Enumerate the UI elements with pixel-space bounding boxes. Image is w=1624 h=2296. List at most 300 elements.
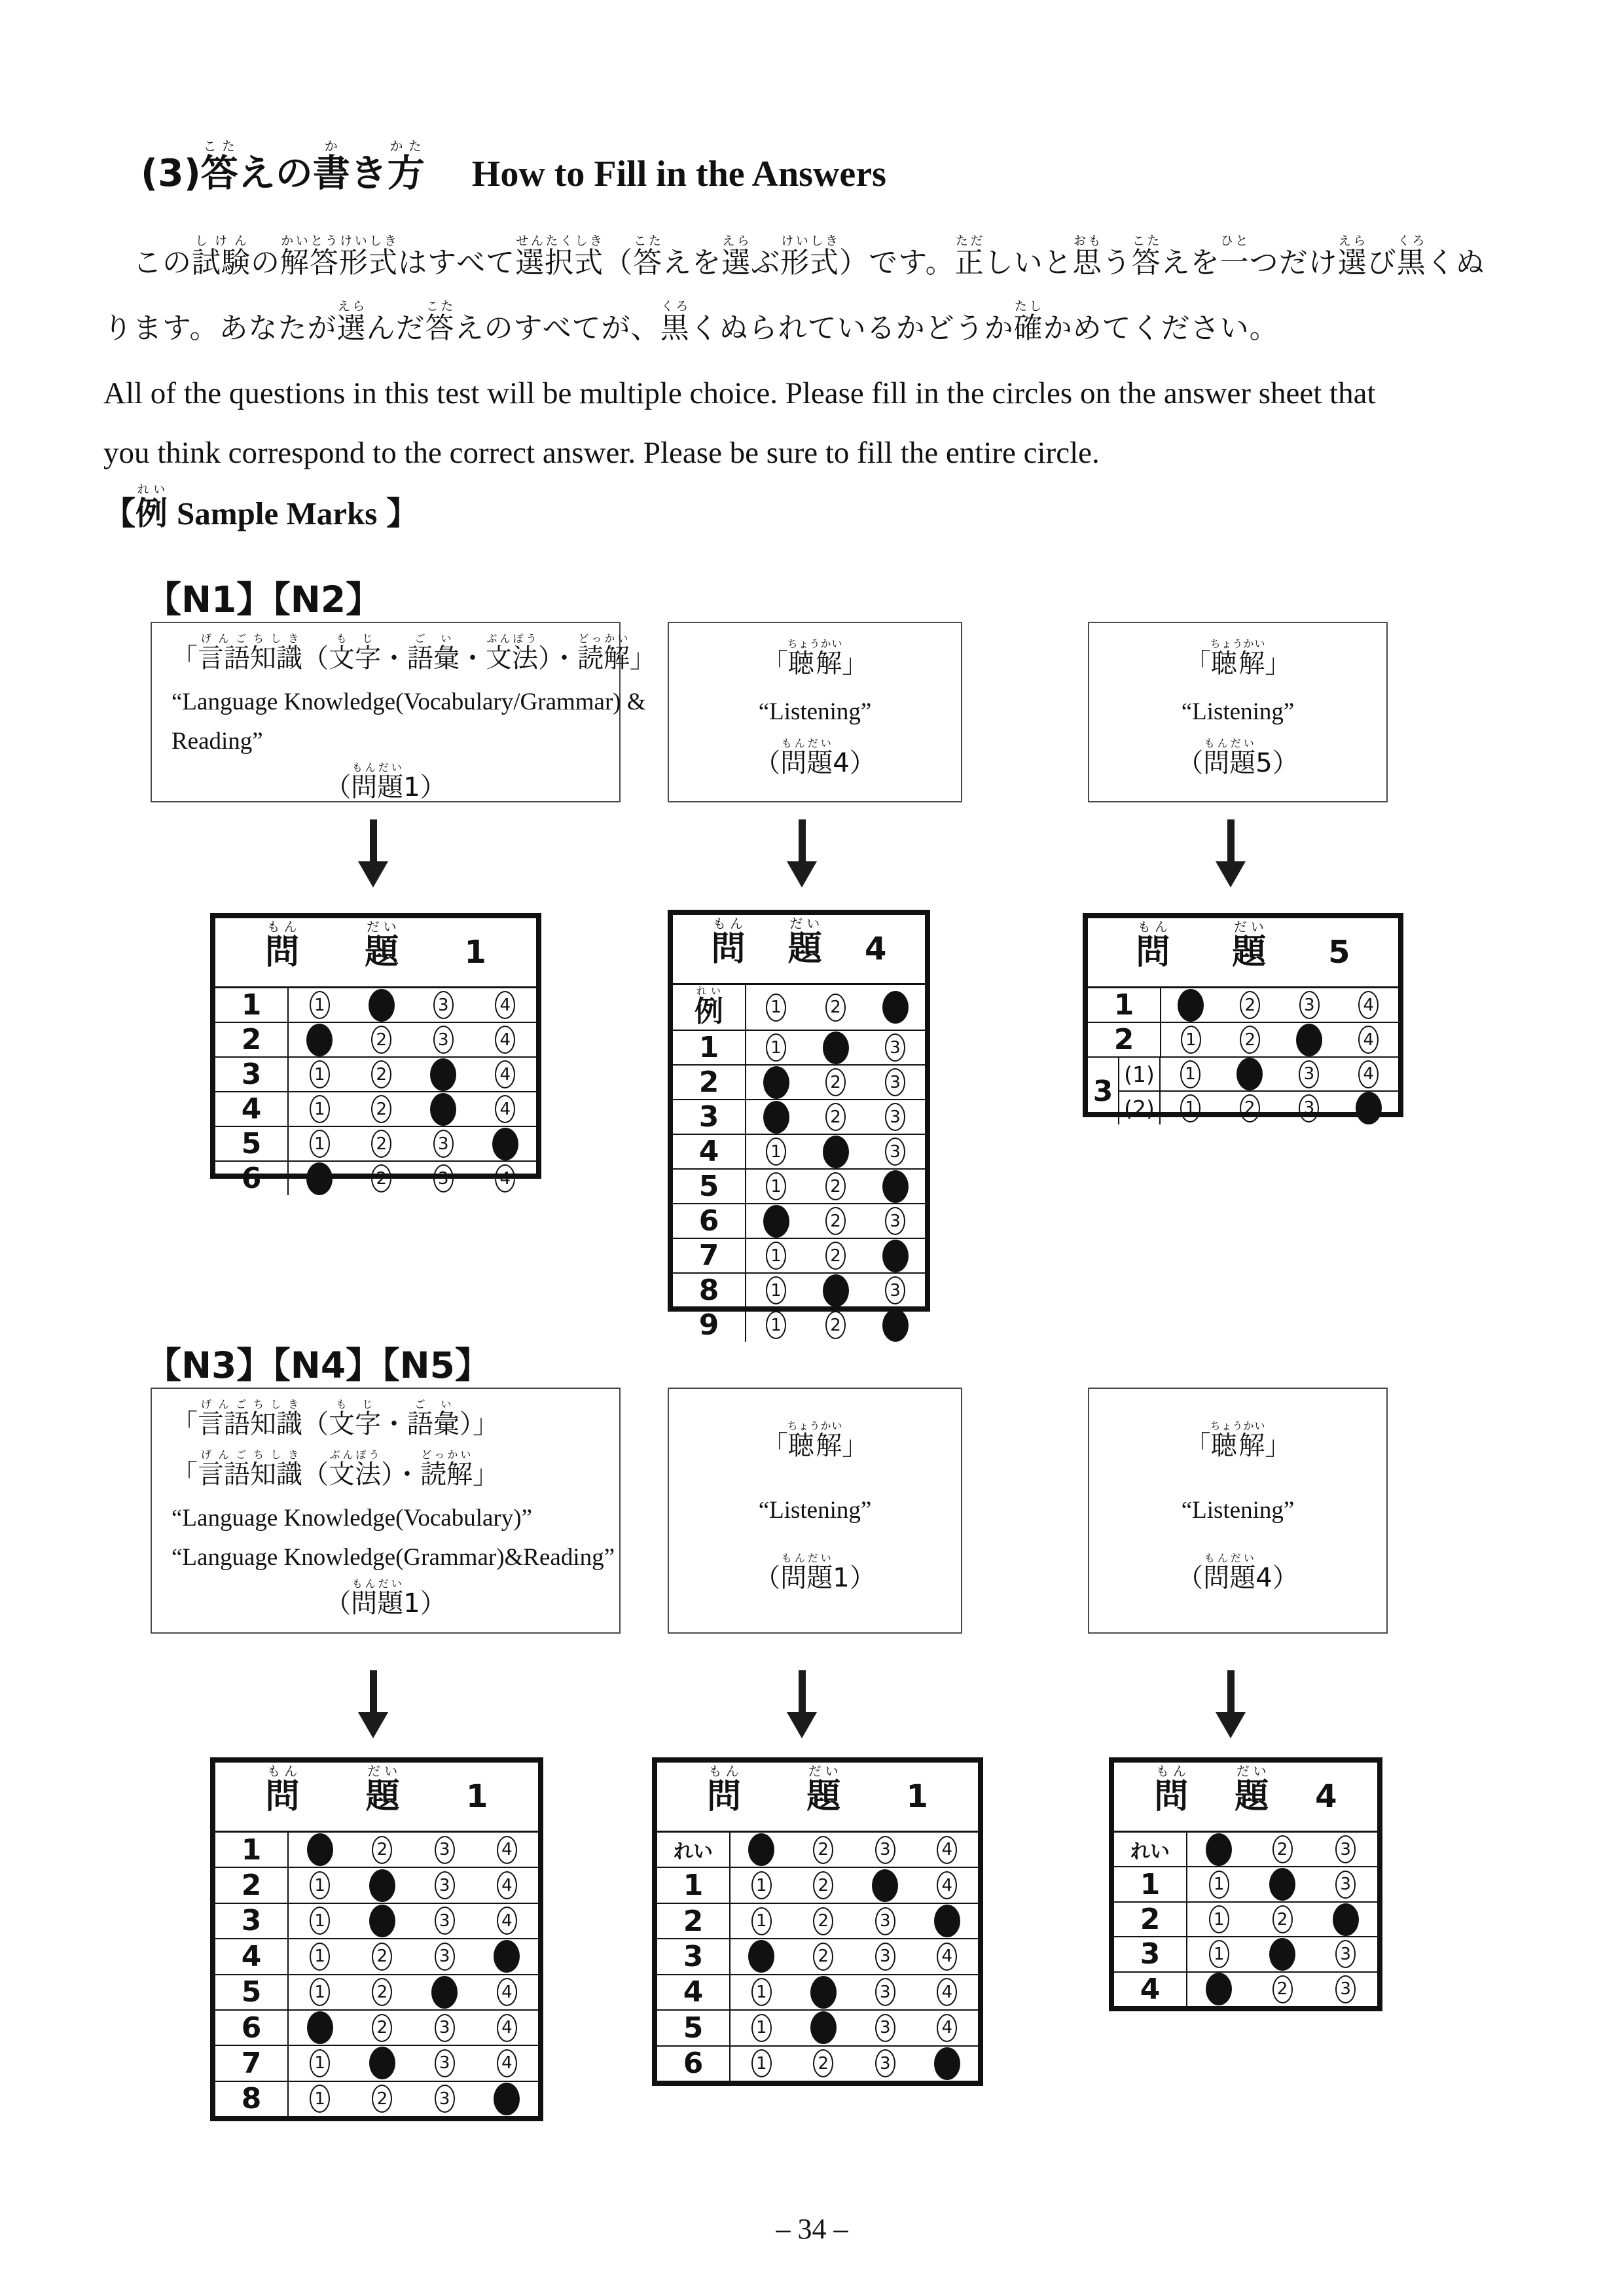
- option-cell: [289, 1939, 351, 1973]
- option-circle: 1: [1209, 1905, 1229, 1933]
- option-circle: 3: [435, 2014, 455, 2042]
- option-circle: 1: [751, 1871, 772, 1899]
- table-body: [215, 988, 536, 1195]
- table-subrow: [1119, 1058, 1398, 1090]
- option-cell: [351, 2046, 413, 2080]
- table-row: [673, 1272, 925, 1307]
- option-circle: 3: [1335, 1835, 1356, 1863]
- row-label: 2: [215, 1023, 289, 1056]
- option-circle: 4: [1358, 991, 1379, 1019]
- option-circle: 3: [433, 1026, 454, 1054]
- table-header-kanji: 問もん: [1154, 1763, 1189, 1816]
- option-cell: [414, 1939, 476, 1973]
- option-cell: [476, 1975, 538, 2009]
- option-cell: [793, 1975, 855, 2009]
- table-body: [1114, 1833, 1377, 2006]
- option-circle: 2: [825, 1242, 846, 1270]
- option-cell: [1339, 1092, 1398, 1124]
- option-cell: [806, 1170, 865, 1203]
- option-circle: 4: [495, 1095, 515, 1123]
- box-line-jp: 「聴解ちょうかい」: [1184, 637, 1291, 679]
- filled-mark: [369, 1905, 395, 1937]
- options-area: [289, 1975, 538, 2009]
- option-circle: 4: [497, 2049, 517, 2077]
- filled-mark: [823, 1136, 849, 1168]
- option-cell: [475, 1127, 537, 1160]
- option-circle: 1: [310, 1907, 330, 1935]
- options-area: [746, 1308, 925, 1342]
- box-line-en: “Listening”: [1181, 1497, 1295, 1524]
- option-cell: [1220, 1092, 1280, 1124]
- row-label: 1: [215, 1833, 289, 1867]
- option-cell: [351, 1127, 413, 1160]
- table-row: [215, 1867, 538, 1902]
- table-row: [215, 1056, 536, 1091]
- filled-mark: [823, 1031, 849, 1064]
- option-cell: [746, 1031, 806, 1064]
- filled-mark: [882, 1309, 909, 1342]
- row-label: 7: [673, 1239, 746, 1272]
- sample-marks-close-bracket: 】: [386, 495, 419, 532]
- table-body: [673, 985, 925, 1342]
- filled-mark: [492, 1128, 518, 1160]
- option-cell: [1220, 1058, 1280, 1090]
- option-cell: [793, 2011, 855, 2045]
- option-cell: [806, 1308, 865, 1342]
- option-circle: 3: [885, 1103, 905, 1131]
- option-cell: [746, 1204, 806, 1238]
- option-cell: [731, 1939, 793, 1973]
- filled-mark: [494, 2083, 520, 2115]
- option-cell: [351, 988, 413, 1022]
- option-cell: [1161, 1023, 1221, 1056]
- test-section-box: [151, 1388, 621, 1634]
- option-cell: [1187, 1973, 1251, 2006]
- filled-mark: [1269, 1938, 1295, 1971]
- option-circle: 1: [766, 1242, 786, 1270]
- table-row: [657, 1974, 978, 2009]
- option-circle: 2: [1272, 1975, 1293, 2003]
- test-section-box: [151, 622, 656, 802]
- table-row: [657, 2045, 978, 2081]
- table-row: [1088, 1022, 1398, 1056]
- row-label: 1: [1088, 988, 1161, 1022]
- table-row: [657, 1833, 978, 1867]
- option-circle: 4: [497, 1978, 517, 2006]
- filled-mark: [1333, 1903, 1359, 1936]
- option-cell: [865, 1308, 925, 1342]
- option-cell: [351, 2082, 413, 2116]
- option-cell: [351, 2011, 413, 2045]
- option-cell: [916, 1939, 979, 1973]
- filled-mark: [882, 991, 909, 1024]
- option-circle: 3: [433, 1164, 454, 1193]
- option-cell: [289, 1162, 351, 1195]
- table-row: [215, 1160, 536, 1195]
- option-circle: 4: [497, 1871, 517, 1899]
- options-area: [746, 1031, 925, 1064]
- option-cell: [289, 1092, 351, 1126]
- table-row: [1114, 1971, 1377, 2006]
- option-circle: 3: [1335, 1940, 1356, 1968]
- option-cell: [289, 1904, 351, 1938]
- option-circle: 4: [937, 2014, 957, 2042]
- option-cell: [1161, 988, 1221, 1022]
- option-cell: [1314, 1867, 1377, 1901]
- arrow-head: [787, 861, 817, 888]
- option-cell: [731, 1833, 793, 1867]
- option-cell: [1339, 988, 1399, 1022]
- table-row: [673, 1203, 925, 1238]
- row-label: 4: [215, 1939, 289, 1973]
- table-row: [1114, 1936, 1377, 1971]
- options-area: [289, 1058, 536, 1091]
- option-cell: [1251, 1973, 1314, 2006]
- table-row: [673, 1099, 925, 1134]
- options-area: [1161, 1092, 1398, 1124]
- row-label: 4: [215, 1092, 289, 1126]
- filled-mark: [307, 1833, 333, 1866]
- option-cell: [916, 2011, 979, 2045]
- option-cell: [865, 1100, 925, 1134]
- arrow-shaft: [370, 819, 377, 861]
- option-circle: 2: [1240, 1026, 1260, 1054]
- arrow-shaft: [1227, 819, 1235, 861]
- option-circle: 3: [1299, 1094, 1319, 1122]
- test-section-box: [1088, 622, 1388, 802]
- option-circle: 3: [875, 1943, 895, 1971]
- table-header-kanji: 題だい: [365, 919, 399, 972]
- row-label: 7: [215, 2046, 289, 2080]
- filled-mark: [748, 1833, 774, 1866]
- option-cell: [414, 2082, 476, 2116]
- row-label: 1: [657, 1868, 731, 1902]
- down-arrow-icon: [358, 1670, 388, 1738]
- box-line-jp: 「聴解ちょうかい」: [1184, 1419, 1291, 1461]
- row-label: 2: [1088, 1023, 1161, 1056]
- box-line-en: Reading”: [171, 728, 263, 755]
- down-arrow-icon: [1216, 819, 1246, 888]
- filled-mark: [934, 2047, 960, 2080]
- filled-mark: [763, 1205, 789, 1238]
- row-label: 3: [673, 1100, 746, 1134]
- row-label: 5: [673, 1170, 746, 1203]
- option-circle: 3: [885, 1276, 905, 1304]
- option-cell: [412, 1023, 475, 1056]
- box-line-en: “Listening”: [758, 698, 872, 725]
- option-cell: [865, 1204, 925, 1238]
- option-circle: 1: [751, 2014, 772, 2042]
- option-cell: [746, 1100, 806, 1134]
- option-circle: 2: [1272, 1905, 1293, 1933]
- intro-en-line-2: you think correspond to the correct answer. Please be sure to fill the entire circle.: [103, 436, 1100, 470]
- option-cell: [412, 1092, 475, 1126]
- options-area: [746, 1239, 925, 1272]
- box-line-jp: 「聴解ちょうかい」: [761, 637, 869, 679]
- option-circle: 4: [497, 1907, 517, 1935]
- option-cell: [793, 1868, 855, 1902]
- option-cell: [475, 988, 537, 1022]
- option-cell: [793, 1904, 855, 1938]
- row-label: 9: [673, 1308, 746, 1342]
- option-cell: [412, 1162, 475, 1195]
- option-circle: 2: [372, 2014, 392, 2042]
- option-cell: [1161, 1058, 1220, 1090]
- option-circle: 3: [885, 1207, 905, 1235]
- option-cell: [476, 2011, 538, 2045]
- answer-sheet-table: [210, 1757, 543, 2121]
- option-circle: 3: [875, 2014, 895, 2042]
- option-cell: [865, 1066, 925, 1099]
- filled-mark: [1269, 1868, 1295, 1901]
- table-header-number: 1: [906, 1778, 928, 1815]
- filled-mark: [748, 1940, 774, 1973]
- option-circle: 1: [766, 1311, 786, 1339]
- options-area: [746, 1274, 925, 1307]
- row-label: 1: [215, 988, 289, 1022]
- option-circle: 3: [435, 2085, 455, 2113]
- option-cell: [1221, 1023, 1280, 1056]
- options-area: [746, 1204, 925, 1238]
- box-line-en: “Language Knowledge(Vocabulary/Grammar) &: [171, 689, 646, 715]
- sample-marks-open-bracket: 【: [103, 495, 136, 532]
- option-cell: [854, 2047, 916, 2081]
- option-cell: [731, 2047, 793, 2081]
- page-title: [141, 131, 886, 216]
- row-label: 2: [657, 1904, 731, 1938]
- box-line-jp: 「言語げんご知識ちしき（文字もじ・語彙ごい）」: [171, 1398, 499, 1439]
- subrow-label: (2): [1119, 1092, 1161, 1124]
- option-cell: [476, 1939, 538, 1973]
- table-header-number: 5: [1328, 934, 1350, 971]
- box-line-jp: 「言語げんご知識ちしき（文法ぶんぽう）・読解どっかい」: [171, 1448, 499, 1490]
- option-circle: 3: [1299, 991, 1320, 1019]
- option-cell: [746, 1170, 806, 1203]
- option-circle: 2: [813, 1871, 833, 1899]
- table-row: [673, 1238, 925, 1272]
- option-circle: 3: [875, 2049, 895, 2077]
- options-area: [289, 1162, 536, 1195]
- sample-marks-en: Sample Marks: [177, 495, 378, 531]
- option-cell: [1221, 988, 1280, 1022]
- option-cell: [414, 2011, 476, 2045]
- row-label: 8: [215, 2082, 289, 2116]
- row-label: 6: [215, 2011, 289, 2045]
- option-cell: [1251, 1903, 1314, 1936]
- row-label: 6: [673, 1204, 746, 1238]
- option-cell: [414, 1975, 476, 2009]
- option-cell: [289, 2082, 351, 2116]
- box-line-jp: （問題もんだい4）: [1177, 1551, 1299, 1593]
- option-circle: 4: [937, 1871, 957, 1899]
- option-circle: 3: [1299, 1060, 1319, 1088]
- options-area: [1187, 1973, 1377, 2006]
- option-circle: 2: [825, 1172, 846, 1200]
- filled-mark: [431, 1976, 458, 2009]
- test-section-box: [668, 1388, 962, 1634]
- arrow-head: [1216, 861, 1246, 888]
- row-label: れい: [1114, 1833, 1187, 1866]
- option-cell: [865, 1135, 925, 1168]
- option-cell: [351, 1975, 413, 2009]
- table-header-kanji: 問もん: [707, 1763, 742, 1816]
- options-area: [1161, 988, 1398, 1022]
- table-row: [1114, 1833, 1377, 1866]
- table-header-kanji: 題だい: [806, 1763, 841, 1816]
- table-header-number: 1: [464, 934, 486, 971]
- filled-mark: [306, 1162, 333, 1195]
- arrow-head: [358, 1712, 388, 1738]
- option-circle: 3: [885, 1033, 905, 1062]
- table-header-kanji: 問もん: [711, 916, 746, 969]
- option-cell: [806, 1274, 865, 1307]
- option-cell: [746, 1066, 806, 1099]
- option-circle: 2: [1240, 1094, 1260, 1122]
- option-cell: [289, 1868, 351, 1902]
- row-label: 5: [215, 1127, 289, 1160]
- table-row: [215, 988, 536, 1022]
- box-line-en: “Language Knowledge(Vocabulary)”: [171, 1505, 532, 1532]
- table-row: [215, 2009, 538, 2045]
- filled-mark: [430, 1093, 456, 1126]
- options-area: [746, 1100, 925, 1134]
- table-row: [215, 1126, 536, 1160]
- table-row: [1088, 988, 1398, 1022]
- row-label: 2: [673, 1066, 746, 1099]
- option-circle: 2: [371, 1130, 391, 1158]
- box-line-en: “Listening”: [758, 1497, 872, 1524]
- arrow-head: [358, 861, 388, 888]
- option-cell: [1187, 1937, 1251, 1971]
- option-cell: [412, 988, 475, 1022]
- option-circle: 2: [372, 1836, 392, 1864]
- row-label: 2: [1114, 1903, 1187, 1936]
- option-cell: [475, 1058, 537, 1091]
- row-label: 2: [215, 1868, 289, 1902]
- options-area: [731, 2011, 978, 2045]
- sample-marks-jp: 例れい: [135, 483, 168, 532]
- option-circle: 1: [1181, 1026, 1201, 1054]
- row-label: 5: [657, 2011, 731, 2045]
- row-subgroup: [1119, 1058, 1398, 1124]
- option-cell: [854, 1975, 916, 2009]
- options-area: [731, 1833, 978, 1867]
- option-cell: [351, 1092, 413, 1126]
- option-circle: 1: [310, 991, 330, 1019]
- option-cell: [475, 1162, 537, 1195]
- option-cell: [351, 1023, 413, 1056]
- table-header: [657, 1763, 978, 1833]
- option-cell: [793, 1939, 855, 1973]
- box-line-jp: （問題もんだい5）: [1177, 736, 1299, 778]
- options-area: [746, 1066, 925, 1099]
- filled-mark: [1296, 1024, 1322, 1056]
- option-cell: [414, 1904, 476, 1938]
- option-cell: [1187, 1833, 1251, 1866]
- options-area: [1161, 1023, 1398, 1056]
- options-area: [731, 1904, 978, 1938]
- option-circle: 1: [310, 1871, 330, 1899]
- table-header-kanji: 題だい: [1235, 1763, 1269, 1816]
- table-header-kanji: 題だい: [365, 1763, 400, 1816]
- options-area: [746, 1135, 925, 1168]
- filled-mark: [430, 1058, 456, 1091]
- option-cell: [746, 985, 806, 1030]
- option-cell: [916, 1868, 979, 1902]
- option-cell: [414, 1868, 476, 1902]
- option-cell: [806, 1066, 865, 1099]
- table-body: [657, 1833, 978, 2081]
- option-cell: [1251, 1937, 1314, 1971]
- option-cell: [289, 988, 351, 1022]
- option-circle: 1: [310, 1060, 330, 1088]
- box-line-jp: （問題もんだい1）: [325, 1577, 446, 1619]
- row-label: 3: [657, 1939, 731, 1973]
- option-cell: [351, 1939, 413, 1973]
- table-row: [657, 1938, 978, 1973]
- option-circle: 1: [766, 1276, 786, 1304]
- table-header: [215, 1763, 538, 1833]
- option-circle: 1: [751, 1907, 772, 1935]
- option-cell: [289, 2046, 351, 2080]
- option-circle: 1: [1180, 1094, 1200, 1122]
- option-circle: 1: [1180, 1060, 1200, 1088]
- row-label: 1: [673, 1031, 746, 1064]
- option-cell: [793, 1833, 855, 1867]
- table-row: [215, 1091, 536, 1126]
- option-cell: [854, 1833, 916, 1867]
- row-label: 4: [673, 1135, 746, 1168]
- answer-sheet-table: [668, 910, 930, 1342]
- filled-mark: [1206, 1833, 1232, 1866]
- option-cell: [289, 1127, 351, 1160]
- option-cell: [476, 1868, 538, 1902]
- filled-mark: [306, 1024, 333, 1056]
- option-cell: [806, 1135, 865, 1168]
- option-circle: 2: [825, 1207, 846, 1235]
- option-circle: 3: [875, 1978, 895, 2006]
- table-row: [1114, 1866, 1377, 1901]
- row-label: 3: [215, 1058, 289, 1091]
- option-cell: [414, 1833, 476, 1867]
- arrow-shaft: [799, 819, 806, 861]
- table-row: [673, 1134, 925, 1168]
- row-label: 6: [215, 1162, 289, 1195]
- option-circle: 1: [310, 1130, 330, 1158]
- option-cell: [476, 2046, 538, 2080]
- table-row: [673, 985, 925, 1030]
- option-cell: [746, 1239, 806, 1272]
- filled-mark: [810, 2011, 837, 2044]
- row-label: 6: [657, 2047, 731, 2081]
- filled-mark: [494, 1940, 520, 1973]
- table-row: [673, 1307, 925, 1342]
- option-cell: [746, 1308, 806, 1342]
- option-cell: [1314, 1937, 1377, 1971]
- test-section-box: [668, 622, 962, 802]
- table-row: [657, 1903, 978, 1938]
- option-cell: [1314, 1833, 1377, 1866]
- option-cell: [414, 2046, 476, 2080]
- option-cell: [476, 2082, 538, 2116]
- option-circle: 4: [1358, 1026, 1379, 1054]
- filled-mark: [1206, 1973, 1232, 2005]
- option-circle: 4: [497, 2014, 517, 2042]
- table-header-number: 4: [865, 931, 887, 967]
- option-cell: [916, 1975, 979, 2009]
- option-cell: [1280, 1058, 1339, 1090]
- option-circle: 2: [371, 1095, 391, 1123]
